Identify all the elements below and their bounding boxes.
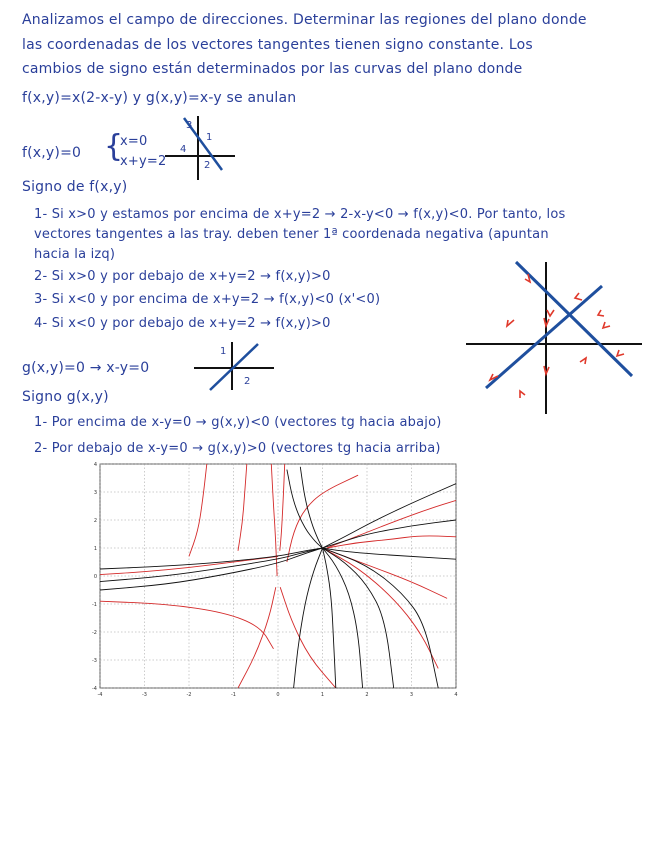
f-sign-item-1b: vectores tangentes a las tray. deben tener 1ª coordenada negativa (apuntan — [34, 227, 549, 242]
f-region-4: 4 — [180, 144, 187, 155]
y-tick-label: -4 — [92, 686, 97, 692]
f-sign-item-4: 4- Si x<0 y por debajo de x+y=2 → f(x,y)>0 — [34, 316, 331, 331]
f-region-3: 3 — [186, 120, 193, 131]
y-tick-label: 3 — [93, 490, 97, 496]
f-zero-case-2: x+y=2 — [120, 154, 167, 169]
f-region-1: 1 — [206, 132, 213, 143]
y-tick-label: 0 — [93, 574, 97, 580]
g-zero-lhs: g(x,y)=0 → x-y=0 — [22, 360, 150, 376]
g-region-1: 1 — [220, 346, 227, 357]
y-tick-label: -2 — [92, 630, 97, 636]
phase-portrait-plot — [88, 460, 468, 698]
intro-line-3: cambios de signo están determinados por las curvas del plano donde — [22, 61, 523, 77]
g-region-2: 2 — [244, 376, 251, 387]
x-tick-label: -4 — [97, 692, 103, 698]
x-tick-label: -1 — [231, 692, 236, 698]
y-tick-label: -3 — [92, 658, 97, 664]
f-sign-item-1a: 1- Si x>0 y estamos por encima de x+y=2 → 2-x-y<0 → f(x,y)<0. Por tanto, los — [34, 207, 566, 222]
y-tick-label: 4 — [93, 462, 97, 468]
intro-line-1: Analizamos el campo de direcciones. Determinar las regiones del plano donde — [22, 12, 587, 28]
x-tick-label: 3 — [409, 692, 414, 698]
y-tick-label: -1 — [92, 602, 97, 608]
f-sign-heading: Signo de f(x,y) — [22, 179, 128, 195]
functions-line: f(x,y)=x(2-x-y) y g(x,y)=x-y se anulan — [22, 90, 297, 106]
f-zero-lhs: f(x,y)=0 — [22, 145, 82, 161]
f-sign-item-3: 3- Si x<0 y por encima de x+y=2 → f(x,y)<0 (x'<0) — [34, 292, 381, 307]
x-tick-label: 0 — [276, 692, 280, 698]
f-zero-sketch — [160, 114, 240, 184]
y-tick-label: 2 — [93, 518, 97, 524]
intro-line-2: las coordenadas de los vectores tangentes tienen signo constante. Los — [22, 37, 533, 53]
arrow-glyphs — [490, 274, 624, 398]
g-zero-sketch — [192, 340, 276, 392]
direction-field-sketch — [464, 258, 644, 418]
f-sign-item-2: 2- Si x>0 y por debajo de x+y=2 → f(x,y)>0 — [34, 269, 331, 284]
brace-symbol: { — [104, 129, 124, 164]
g-sign-item-2: 2- Por debajo de x-y=0 → g(x,y)>0 (vectores tg hacia arriba) — [34, 441, 441, 456]
x-tick-label: -3 — [142, 692, 147, 698]
g-sign-heading: Signo g(x,y) — [22, 389, 109, 405]
f-zero-case-1: x=0 — [120, 134, 148, 149]
x-tick-label: 2 — [365, 692, 369, 698]
x-tick-label: 4 — [454, 692, 458, 698]
y-tick-label: 1 — [93, 546, 97, 552]
g-sign-item-1: 1- Por encima de x-y=0 → g(x,y)<0 (vectores tg hacia abajo) — [34, 415, 442, 430]
f-sign-item-1c: hacia la izq) — [34, 247, 116, 262]
f-region-2: 2 — [204, 160, 211, 171]
x-tick-label: 1 — [320, 692, 325, 698]
x-tick-label: -2 — [186, 692, 192, 698]
